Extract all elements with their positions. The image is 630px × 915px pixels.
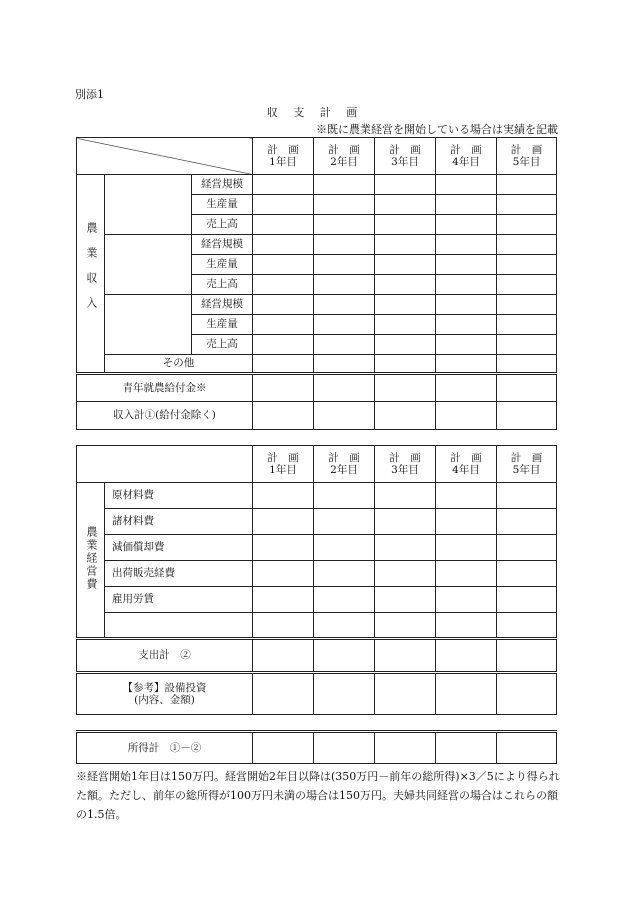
net-income-label: 所得計 ①－② (77, 732, 253, 764)
income-table (76, 137, 557, 430)
top-note: ※既に農業経営を開始している場合は実績を記載 (316, 123, 558, 136)
reference-title: 【参考】設備投資 (122, 681, 207, 694)
row-item-label: 経営規模 (192, 295, 253, 315)
footnote: ※経営開始1年目は150万円。経営開始2年目以降は(350万円－前年の総所得)×3／5により得られた額。ただし、前年の総所得が100万円未満の場合は150万円。夫婦共同経営の場合はこれらの額の1.5倍。 (76, 770, 560, 821)
expense-item-label: 諸材料費 (105, 509, 253, 535)
expense-item-label: 雇用労賃 (105, 587, 253, 613)
reference-subtitle: (内容、金額) (134, 694, 195, 706)
year-header-5: 計 画 5年目 (497, 446, 557, 483)
year-header-3: 計 画 3年目 (375, 446, 436, 483)
document-title: 収 支 計 画 (266, 106, 364, 119)
subsidy-label: 青年就農給付金※ (77, 374, 253, 402)
income-total-label: 収入計①(給付金除く) (77, 402, 253, 430)
row-item-label: 生産量 (192, 255, 253, 275)
crop-group-3 (105, 295, 192, 355)
year-header-5: 計 画 5年目 (497, 138, 557, 175)
other-income-label: その他 (105, 355, 253, 374)
row-item-label: 経営規模 (192, 175, 253, 195)
expense-item-label: 原材料費 (105, 483, 253, 509)
row-item-label: 売上高 (192, 215, 253, 235)
expense-item-label: 減価償却費 (105, 535, 253, 561)
annex-label: 別添1 (75, 88, 104, 101)
year-header-2: 計 画 2年目 (314, 138, 375, 175)
reference-investment-label (77, 673, 253, 715)
crop-group-1 (105, 175, 192, 235)
year-header-4: 計 画 4年目 (436, 138, 497, 175)
header-blank-cell (77, 446, 253, 483)
crop-group-2 (105, 235, 192, 295)
income-section-label: 農業収入 (77, 175, 105, 374)
row-item-label: 売上高 (192, 335, 253, 355)
year-header-3: 計 画 3年目 (375, 138, 436, 175)
expense-total-label: 支出計 ② (77, 639, 253, 673)
row-item-label: 生産量 (192, 315, 253, 335)
expense-item-label: 出荷販売経費 (105, 561, 253, 587)
expense-section-label: 農業経営費 (77, 483, 105, 639)
row-item-label: 生産量 (192, 195, 253, 215)
expense-item-label (105, 613, 253, 639)
year-header-4: 計 画 4年目 (436, 446, 497, 483)
row-item-label: 経営規模 (192, 235, 253, 255)
expense-table (76, 445, 557, 715)
year-header-1: 計 画 1年目 (253, 446, 314, 483)
net-income-table (76, 730, 557, 764)
header-diagonal-cell (77, 138, 253, 175)
row-item-label: 売上高 (192, 275, 253, 295)
year-header-2: 計 画 2年目 (314, 446, 375, 483)
year-header-1: 計 画 1年目 (253, 138, 314, 175)
